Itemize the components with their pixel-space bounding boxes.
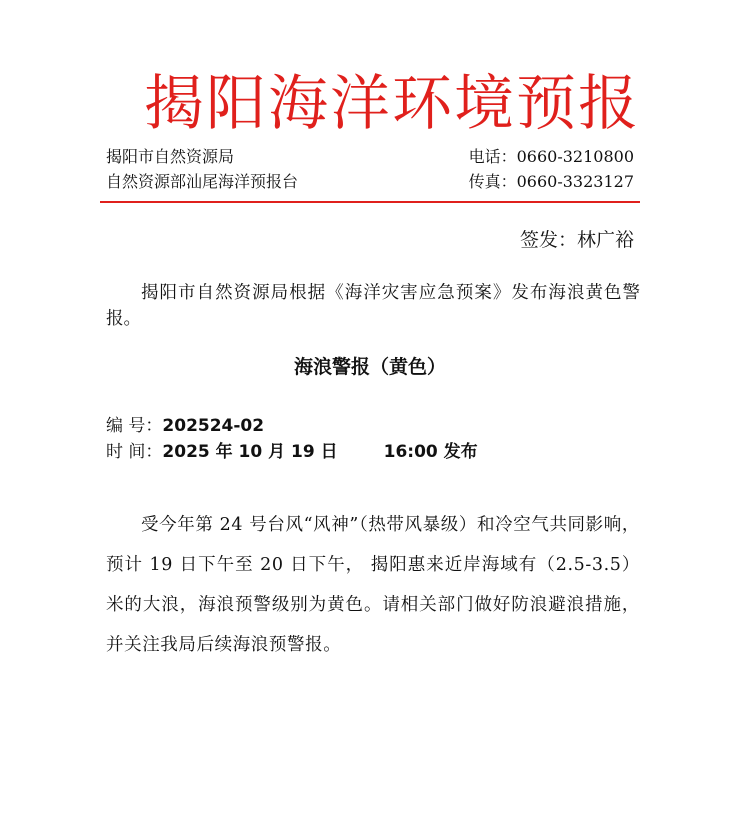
alert-number-row (106, 414, 264, 438)
phone-number: 电话：0660-3210800 (468, 147, 634, 166)
header-divider (100, 201, 640, 203)
intro-paragraph: 揭阳市自然资源局根据《海洋灾害应急预案》发布海浪黄色警报。 (106, 283, 640, 329)
alert-number-label: 编 号： (106, 416, 163, 436)
alert-time-value: 2025 年 10 月 19 日 (162, 442, 338, 462)
signoff-name: 林广裕 (576, 229, 634, 251)
signoff (520, 227, 634, 253)
alert-time-label: 时 间： (106, 442, 163, 462)
alert-title: 海浪警报（黄色） (293, 356, 446, 378)
signoff-label: 签发： (519, 229, 577, 251)
alert-time-row (106, 440, 478, 464)
issuer-secondary: 自然资源部汕尾海洋预报台 (106, 172, 299, 191)
masthead-title: 揭阳海洋环境预报 (144, 69, 640, 139)
issuer-primary: 揭阳市自然资源局 (106, 147, 235, 166)
fax-number: 传真：0660-3323127 (468, 172, 634, 191)
alert-body-paragraph: 受今年第 24 号台风“风神”（热带风暴级）和冷空气共同影响，预计 19 日下午至 20 日下午， 揭阳惠来近岸海域有（2.5-3.5）米的大浪，海浪预警级别为黄色。请相关部门做好防浪避浪措施，并关注我局后续海浪预警报。 (106, 515, 640, 655)
alert-publish-value: 16:00 发布 (383, 442, 478, 462)
alert-number-value: 202524-02 (162, 416, 265, 436)
